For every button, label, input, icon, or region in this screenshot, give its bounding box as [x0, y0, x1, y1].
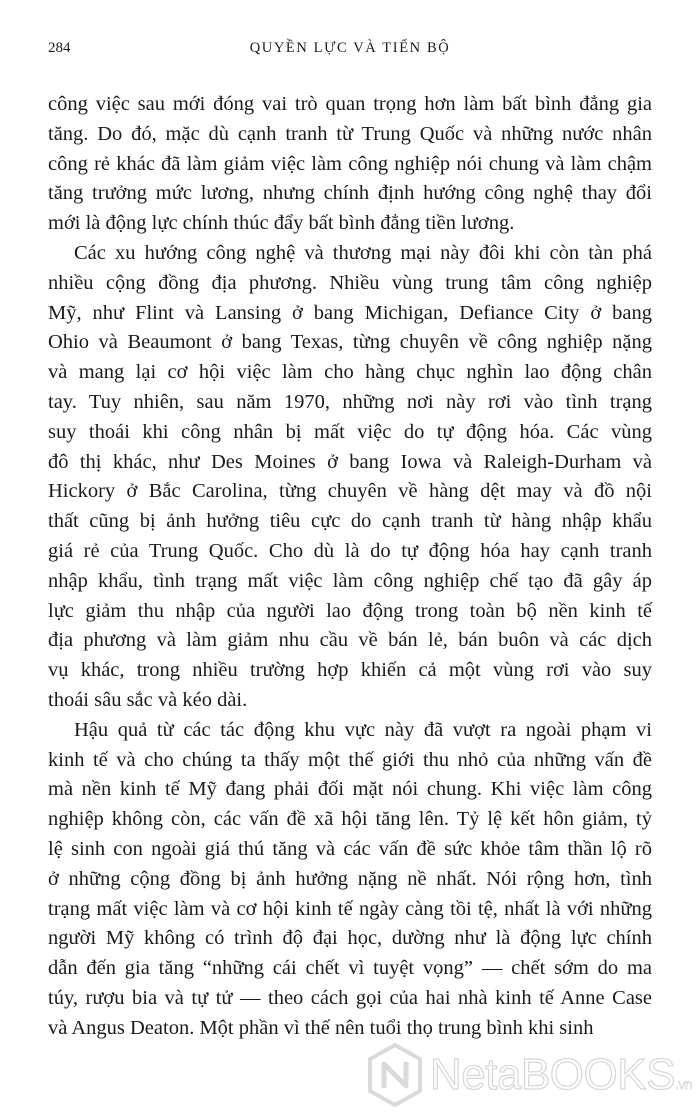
text-line-content: Ohio và Beaumont ở bang Texas, từng chuyên về công nghiệp nặng [48, 331, 652, 354]
text-line-content: tay. Tuy nhiên, sau năm 1970, những nơi này rơi vào tình trạng [48, 390, 652, 413]
text-line-content: thất cũng bị ảnh hưởng tiêu cực do cạnh tranh từ hàng nhập khẩu [48, 510, 652, 533]
text-line-content: trạng mất việc làm và cơ hội kinh tế ngày càng tồi tệ, nhất là với những [48, 897, 652, 920]
text-line-content: nhiều cộng đồng địa phương. Nhiều vùng trung tâm công nghiệp [48, 271, 652, 294]
text-line-content: mới là động lực chính thúc đẩy bất bình đẳng tiền lương. [48, 212, 515, 235]
text-line [48, 567, 652, 597]
text-line [48, 507, 652, 537]
text-line [48, 805, 652, 835]
text-line [48, 895, 652, 925]
text-line-content: người Mỹ không có trình độ đại học, dường như là động lực chính [48, 927, 652, 950]
body-text [48, 90, 652, 1044]
running-title: QUYỀN LỰC VÀ TIẾN BỘ [249, 40, 451, 56]
text-line [48, 269, 652, 299]
text-line [48, 120, 652, 150]
watermark-text: NetaBOOKS.vn [430, 1050, 693, 1099]
text-line [48, 775, 652, 805]
text-line-content: địa phương và làm giảm nhu cầu về bán lẻ, bán buôn và các dịch [48, 629, 652, 652]
text-line [48, 209, 652, 239]
text-line [48, 477, 652, 507]
text-line [48, 865, 652, 895]
text-line-content: Các xu hướng công nghệ và thương mại này đôi khi còn tàn phá [74, 241, 652, 264]
text-line-content: mà nền kinh tế Mỹ đang phải đối mặt nói chung. Khi việc làm công [48, 778, 652, 801]
text-line-content: túy, rượu bia và tự tử — theo cách gọi của hai nhà kinh tế Anne Case [48, 986, 652, 1009]
text-line [48, 597, 652, 627]
text-line-content: Hickory ở Bắc Carolina, từng chuyên về hàng dệt may và đồ nội [48, 480, 652, 503]
text-line [48, 686, 652, 716]
text-line-content: công rẻ khác đã làm giảm việc làm công nghiệp nói chung và làm chậm [48, 152, 652, 175]
text-line-content: kinh tế và cho chúng ta thấy một thế giới thu nhỏ của những vấn đề [48, 748, 652, 771]
text-line [48, 924, 652, 954]
text-line-content: nhập khẩu, tình trạng mất việc làm công nghiệp chế tạo đã gây áp [48, 569, 652, 592]
text-line [48, 716, 652, 746]
text-line [48, 328, 652, 358]
text-line-content: tăng. Do đó, mặc dù cạnh tranh từ Trung Quốc và những nước nhân [48, 122, 652, 145]
text-line-content: vụ khác, trong nhiều trường hợp khiến cả một vùng rơi vào suy [48, 659, 652, 682]
text-line-content: lực giảm thu nhập của người lao động trong toàn bộ nền kinh tế [48, 599, 652, 622]
netabooks-watermark [366, 1042, 696, 1108]
text-line [48, 388, 652, 418]
text-line-content: suy thoái khi công nhân bị mất việc do tự động hóa. Các vùng [48, 420, 652, 443]
text-line-content: Mỹ, như Flint và Lansing ở bang Michigan, Defiance City ở bang [48, 301, 652, 324]
text-line [48, 1014, 652, 1044]
text-line [48, 90, 652, 120]
netabooks-logo-icon [366, 1042, 424, 1108]
text-line [48, 746, 652, 776]
text-line-content: lệ sinh con ngoài giá thú tăng và các vấn đề sức khỏe tâm thần lộ rõ [48, 837, 652, 860]
text-line [48, 954, 652, 984]
text-line-content: giá rẻ của Trung Quốc. Cho dù là do tự động hóa hay cạnh tranh [48, 539, 652, 562]
running-header [48, 40, 652, 66]
text-line-content: thoái sâu sắc và kéo dài. [48, 688, 248, 711]
text-line [48, 626, 652, 656]
text-line [48, 537, 652, 567]
text-line [48, 448, 652, 478]
text-line [48, 418, 652, 448]
text-line [48, 179, 652, 209]
text-line [48, 150, 652, 180]
text-line-content: ở những cộng đồng bị ảnh hưởng nặng nề nhất. Nói rộng hơn, tình [48, 867, 652, 890]
text-line [48, 656, 652, 686]
text-line [48, 358, 652, 388]
text-line-content: đô thị khác, như Des Moines ở bang Iowa và Raleigh-Durham và [48, 450, 652, 473]
text-line-content: tăng trưởng mức lương, nhưng chính định hướng công nghệ thay đổi [48, 182, 652, 205]
text-line-content: và Angus Deaton. Một phần vì thế nên tuổi thọ trung bình khi sinh [48, 1016, 594, 1039]
text-line-content: và mang lại cơ hội việc làm cho hàng chục nghìn lao động chân [48, 361, 652, 384]
text-line [48, 239, 652, 269]
text-line [48, 984, 652, 1014]
text-line-content: công việc sau mới đóng vai trò quan trọng hơn làm bất bình đẳng gia [48, 93, 652, 115]
text-line [48, 299, 652, 329]
page-number: 284 [48, 40, 71, 56]
text-line-content: nghiệp không còn, các vấn đề xã hội tăng lên. Tỷ lệ kết hôn giảm, tỷ [48, 808, 652, 831]
text-line [48, 835, 652, 865]
text-line-content: Hậu quả từ các tác động khu vực này đã vượt ra ngoài phạm vi [74, 718, 652, 741]
text-line-content: dẫn đến gia tăng “những cái chết vì tuyệt vọng” — chết sớm do ma [48, 957, 652, 980]
